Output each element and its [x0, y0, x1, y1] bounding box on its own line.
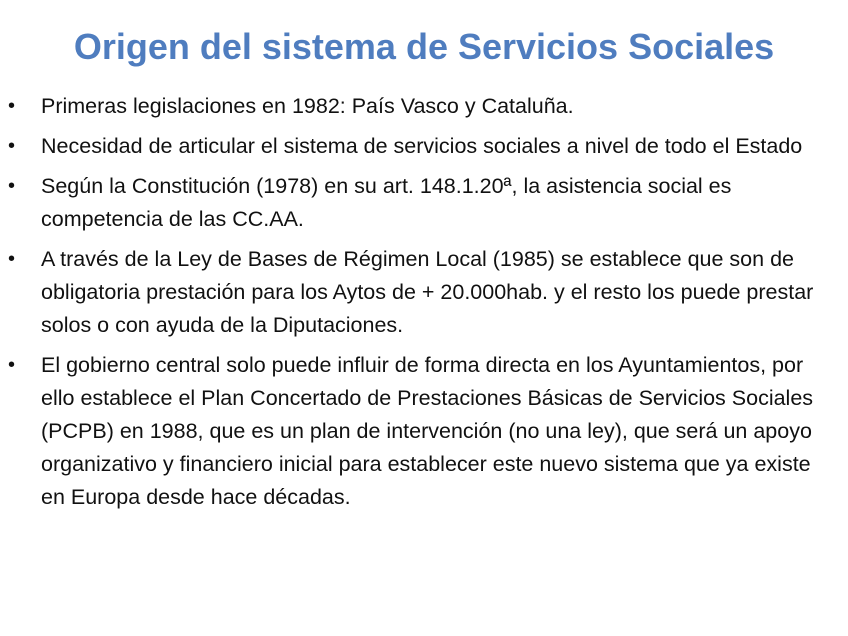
bullet-item — [0, 130, 848, 163]
bullet-text: El gobierno central solo puede influir de forma directa en los Ayuntamientos, por ello establece el Plan Concertado de Prestaciones Básicas de Servicios Sociales (PCPB) en 1988, que es un plan de intervención (no una ley), que será un apoyo organizativo y financiero inicial para establecer este nuevo sistema que ya existe en Europa desde hace décadas. — [41, 353, 814, 509]
bullet-icon: • — [8, 248, 16, 270]
bullet-icon: • — [8, 95, 16, 117]
bullet-icon: • — [8, 135, 16, 157]
bullet-item — [0, 243, 848, 342]
bullet-text: Primeras legislaciones en 1982: País Vasco y Cataluña. — [41, 94, 574, 118]
bullet-item — [0, 349, 848, 514]
bullet-icon: • — [8, 354, 16, 376]
bullet-item — [0, 170, 848, 236]
bullet-icon: • — [8, 175, 16, 197]
slide-title: Origen del sistema de Servicios Sociales — [73, 26, 775, 67]
bullet-text: Según la Constitución (1978) en su art. 148.1.20ª, la asistencia social es competencia de las CC.AA. — [41, 174, 732, 231]
bullet-item — [0, 90, 848, 123]
bullet-text: A través de la Ley de Bases de Régimen Local (1985) se establece que son de obligatoria prestación para los Aytos de + 20.000hab. y el resto los puede prestar solos o con ayuda de la Diputaciones. — [41, 247, 814, 337]
bullet-text: Necesidad de articular el sistema de servicios sociales a nivel de todo el Estado — [41, 134, 803, 158]
bullet-list — [0, 90, 848, 521]
